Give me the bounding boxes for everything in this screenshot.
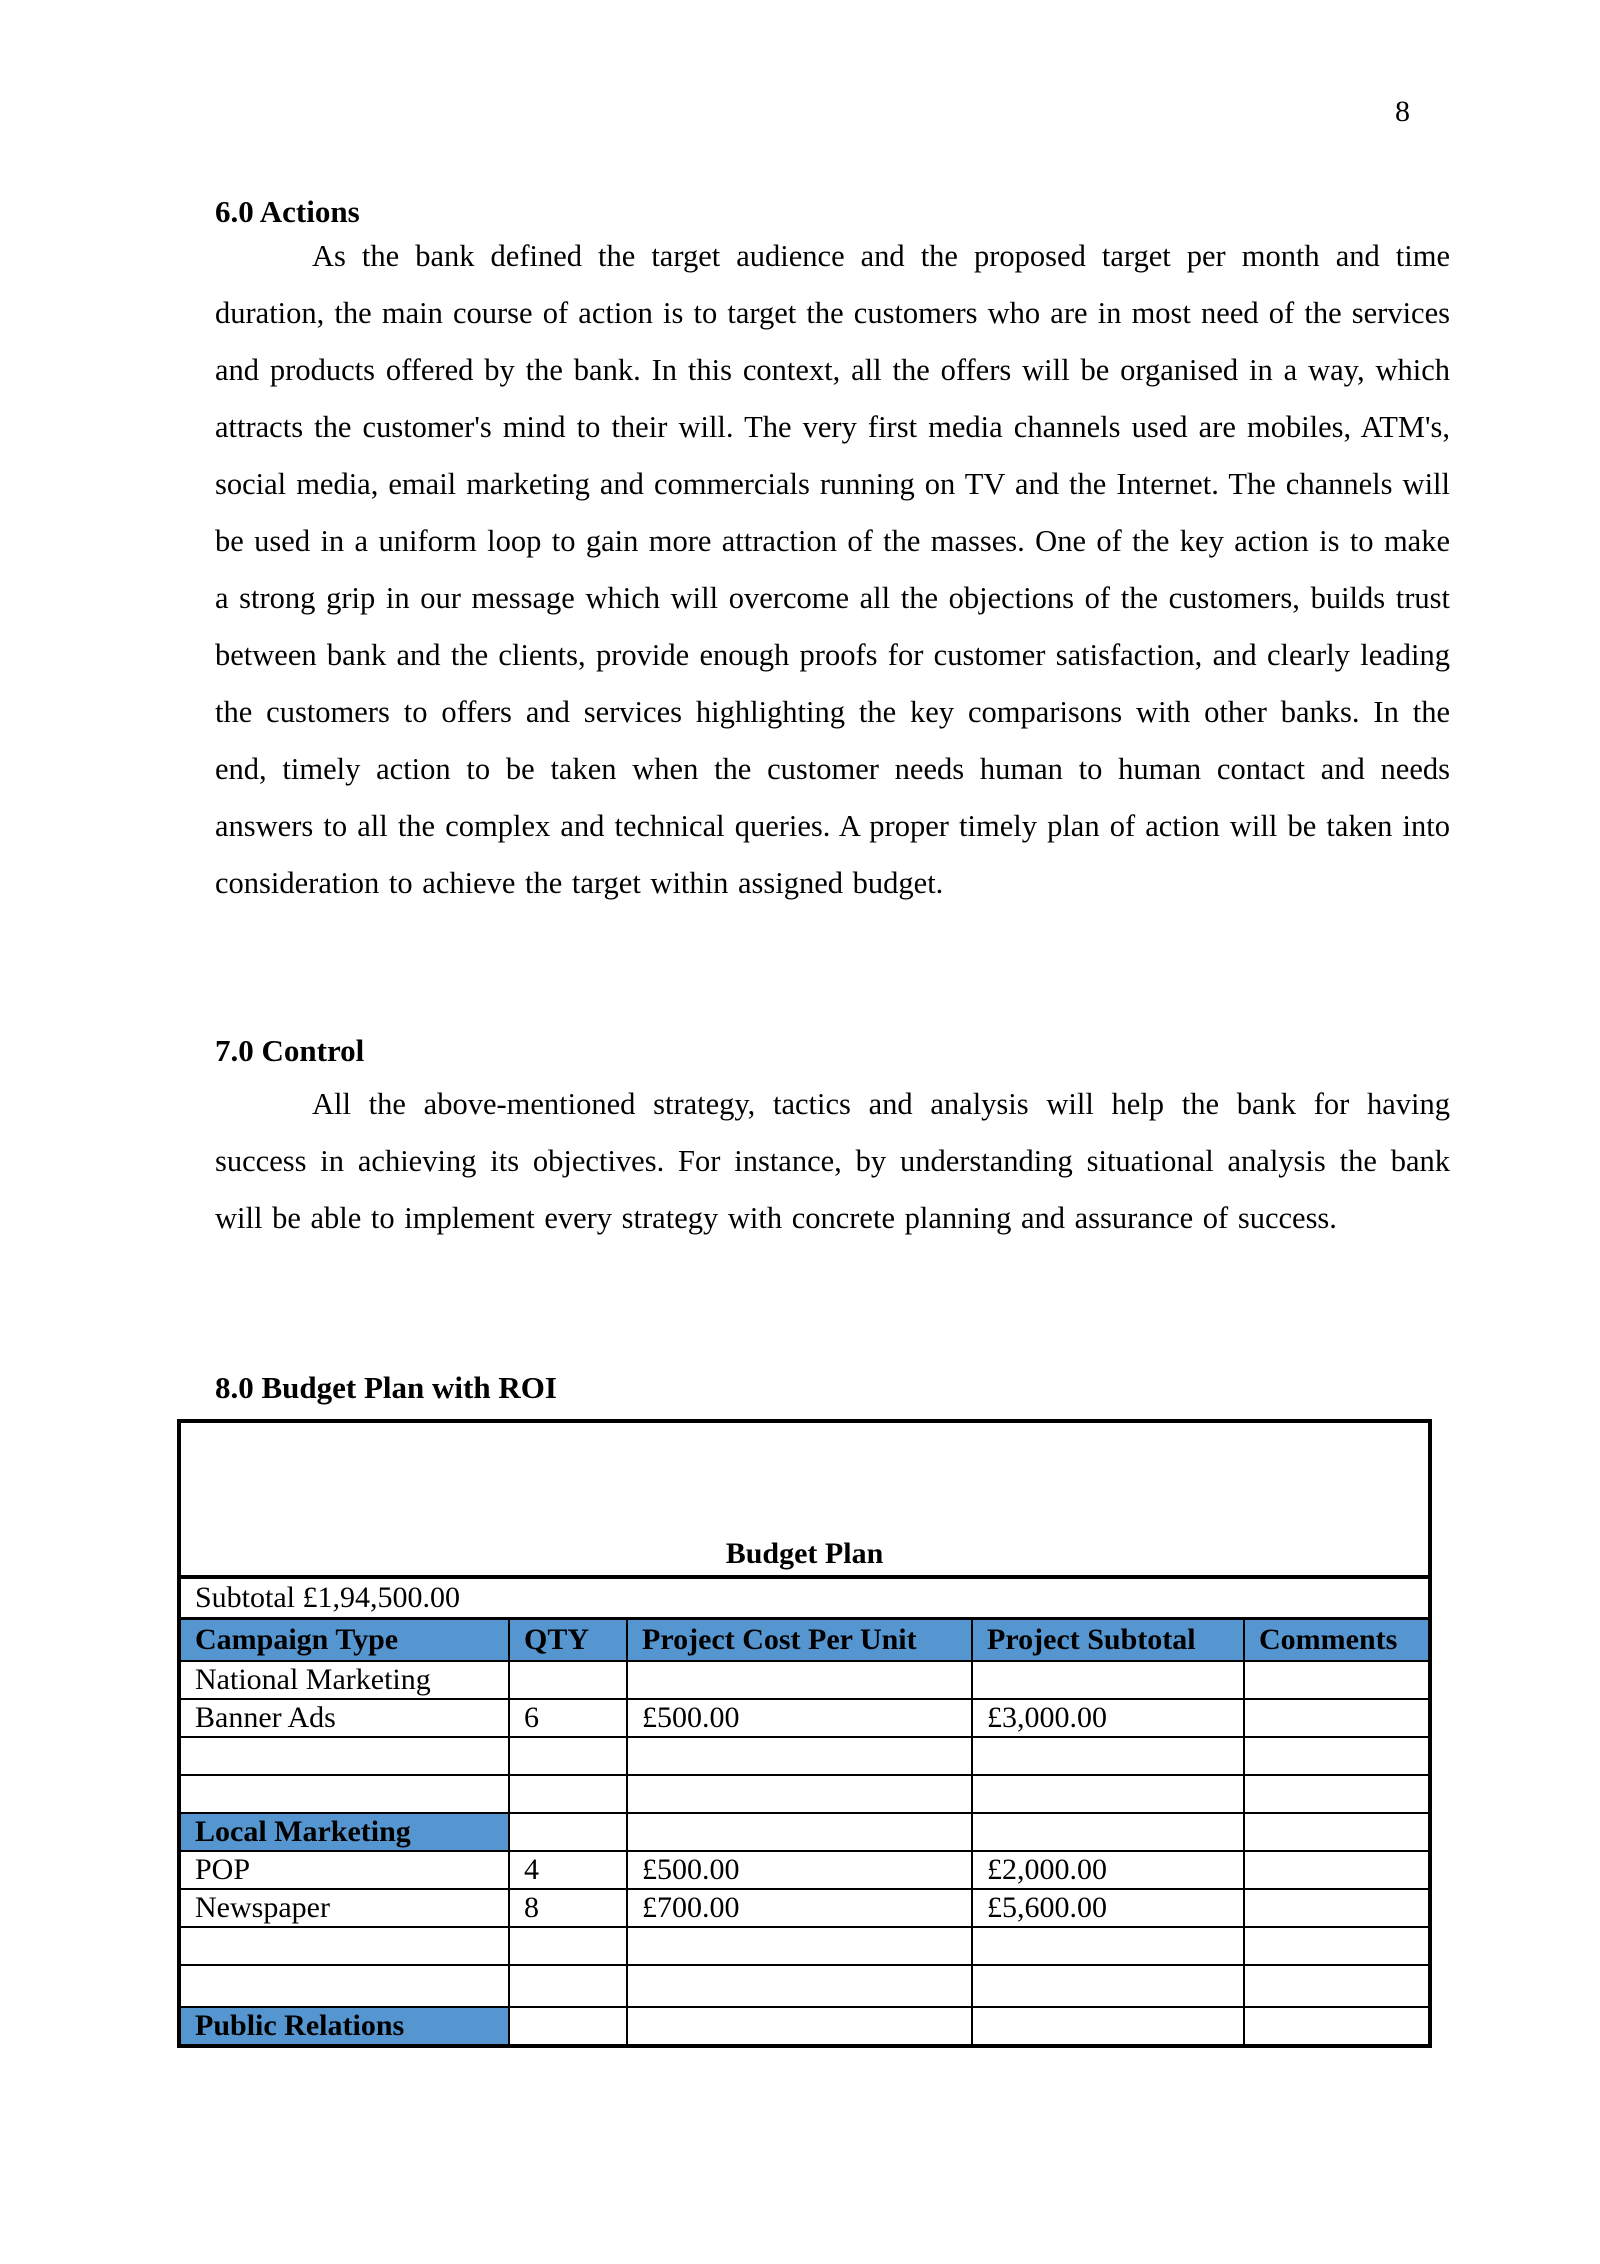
cell-campaign-type: POP xyxy=(179,1851,509,1889)
cell-qty xyxy=(509,1927,627,1965)
table-row xyxy=(179,1813,1430,1851)
cell-project-subtotal xyxy=(972,1775,1244,1813)
table-row xyxy=(179,1965,1430,2007)
cell-campaign-type xyxy=(179,1927,509,1965)
cell-cost-per-unit xyxy=(627,1927,972,1965)
table-row xyxy=(179,1775,1430,1813)
cell-comments xyxy=(1244,1699,1430,1737)
cell-project-subtotal: £2,000.00 xyxy=(972,1851,1244,1889)
section-heading-budget-plan: 8.0 Budget Plan with ROI xyxy=(215,1370,557,1405)
cell-campaign-type-local-marketing: Local Marketing xyxy=(179,1813,509,1851)
cell-project-subtotal: £3,000.00 xyxy=(972,1699,1244,1737)
cell-project-subtotal xyxy=(972,1661,1244,1699)
table-title-row xyxy=(179,1421,1430,1577)
cell-comments xyxy=(1244,1775,1430,1813)
cell-comments xyxy=(1244,1965,1430,2007)
page-number: 8 xyxy=(1395,95,1410,128)
cell-project-subtotal: £5,600.00 xyxy=(972,1889,1244,1927)
subtotal-value: Subtotal £1,94,500.00 xyxy=(179,1577,1430,1619)
cell-campaign-type: National Marketing xyxy=(179,1661,509,1699)
table-row xyxy=(179,1889,1430,1927)
table-header-row xyxy=(179,1619,1430,1662)
cell-qty xyxy=(509,1775,627,1813)
cell-qty: 4 xyxy=(509,1851,627,1889)
section-heading-actions: 6.0 Actions xyxy=(215,194,360,229)
table-row xyxy=(179,1851,1430,1889)
cell-cost-per-unit: £500.00 xyxy=(627,1699,972,1737)
cell-project-subtotal xyxy=(972,1737,1244,1775)
cell-cost-per-unit: £700.00 xyxy=(627,1889,972,1927)
cell-qty xyxy=(509,1813,627,1851)
cell-project-subtotal xyxy=(972,1813,1244,1851)
header-qty: QTY xyxy=(509,1619,627,1662)
header-project-cost-per-unit: Project Cost Per Unit xyxy=(627,1619,972,1662)
cell-cost-per-unit xyxy=(627,2007,972,2046)
cell-qty xyxy=(509,1737,627,1775)
cell-qty xyxy=(509,1965,627,2007)
cell-qty: 8 xyxy=(509,1889,627,1927)
table-row xyxy=(179,1699,1430,1737)
cell-qty xyxy=(509,2007,627,2046)
table-row xyxy=(179,1737,1430,1775)
cell-qty: 6 xyxy=(509,1699,627,1737)
header-comments: Comments xyxy=(1244,1619,1430,1662)
cell-project-subtotal xyxy=(972,1965,1244,2007)
cell-cost-per-unit xyxy=(627,1965,972,2007)
cell-qty xyxy=(509,1661,627,1699)
table-row xyxy=(179,2007,1430,2046)
control-paragraph: All the above-mentioned strategy, tactics and analysis will help the bank for having success in achieving its objectives. For instance, by understanding situational analysis the bank will be able to implement every strategy with concrete planning and assurance of success. xyxy=(215,1087,1450,1235)
budget-plan-table xyxy=(177,1419,1432,2048)
cell-comments xyxy=(1244,2007,1430,2046)
cell-campaign-type-public-relations: Public Relations xyxy=(179,2007,509,2046)
cell-cost-per-unit xyxy=(627,1661,972,1699)
actions-paragraph: As the bank defined the target audience and the proposed target per month and time duration, the main course of action is to target the customers who are in most need of the services and products offered by the bank. In this context, all the offers will be organised in a way, which attracts the customer's mind to their will. The very first media channels used are mobiles, ATM's, social media, email marketing and commercials running on TV and the Internet. The channels will be used in a uniform loop to gain more attraction of the masses. One of the key action is to make a strong grip in our message which will overcome all the objections of the customers, builds trust between bank and the clients, provide enough proofs for customer satisfaction, and clearly leading the customers to offers and services highlighting the key comparisons with other banks. In the end, timely action to be taken when the customer needs human to human contact and needs answers to all the complex and technical queries. A proper timely plan of action will be taken into consideration to achieve the target within assigned budget. xyxy=(215,239,1450,900)
cell-campaign-type xyxy=(179,1775,509,1813)
cell-comments xyxy=(1244,1851,1430,1889)
cell-comments xyxy=(1244,1813,1430,1851)
cell-project-subtotal xyxy=(972,2007,1244,2046)
cell-cost-per-unit xyxy=(627,1737,972,1775)
cell-cost-per-unit: £500.00 xyxy=(627,1851,972,1889)
table-title: Budget Plan xyxy=(179,1421,1430,1577)
cell-campaign-type: Banner Ads xyxy=(179,1699,509,1737)
cell-comments xyxy=(1244,1737,1430,1775)
cell-campaign-type xyxy=(179,1965,509,2007)
cell-cost-per-unit xyxy=(627,1775,972,1813)
cell-campaign-type: Newspaper xyxy=(179,1889,509,1927)
table-row xyxy=(179,1927,1430,1965)
section-heading-control: 7.0 Control xyxy=(215,1033,365,1068)
cell-comments xyxy=(1244,1889,1430,1927)
table-subtotal-row xyxy=(179,1577,1430,1619)
cell-comments xyxy=(1244,1661,1430,1699)
cell-cost-per-unit xyxy=(627,1813,972,1851)
cell-campaign-type xyxy=(179,1737,509,1775)
cell-comments xyxy=(1244,1927,1430,1965)
cell-project-subtotal xyxy=(972,1927,1244,1965)
header-project-subtotal: Project Subtotal xyxy=(972,1619,1244,1662)
header-campaign-type: Campaign Type xyxy=(179,1619,509,1662)
table-row xyxy=(179,1661,1430,1699)
